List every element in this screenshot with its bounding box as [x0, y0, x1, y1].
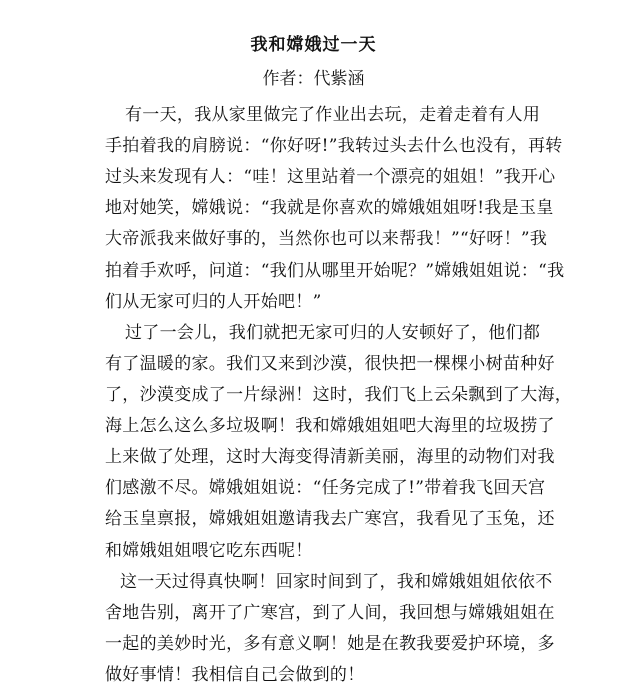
- text-line-6: 拍着手欢呼，问道：“我们从哪里开始呢？”嫦娥姐姐说：“我: [105, 261, 565, 281]
- text-line-19: 做好事情！我相信自己会做到的！: [105, 665, 365, 685]
- text-line-14: 给玉皇禀报，嫦娥姐姐邀请我去广寒宫，我看见了玉兔，还: [105, 509, 555, 529]
- text-line-18: 一起的美妙时光，多有意义啊！她是在教我要爱护环境，多: [105, 634, 555, 654]
- text-line-9: 有了温暖的家。我们又来到沙漠，很快把一棵棵小树苗种好: [105, 354, 555, 374]
- text-line-7: 们从无家可归的人开始吧！”: [105, 292, 322, 312]
- essay-title: 我和嫦娥过一天: [250, 35, 377, 55]
- text-line-11: 海上怎么这么多垃圾啊！我和嫦娥姐姐吧大海里的垃圾捞了: [105, 416, 555, 436]
- text-line-2: 手拍着我的肩膀说：“你好呀!”我转过头去什么也没有，再转: [105, 136, 563, 156]
- text-line-1: 有一天，我从家里做完了作业出去玩，走着走着有人用: [125, 105, 541, 125]
- text-line-13: 们感激不尽。嫦娥姐姐说：“任务完成了!”带着我飞回天宫: [105, 478, 546, 498]
- text-line-8: 过了一会儿，我们就把无家可归的人安顿好了，他们都: [125, 323, 541, 343]
- text-line-3: 过头来发现有人：“哇！这里站着一个漂亮的姐姐！”我开心: [105, 167, 556, 187]
- text-line-17: 舍地告别，离开了广寒宫，到了人间，我回想与嫦娥姐姐在: [105, 603, 555, 623]
- text-line-5: 大帝派我来做好事的，当然你也可以来帮我！”“好呀！”我: [105, 229, 548, 249]
- text-line-15: 和嫦娥姐姐喂它吃东西呢！: [105, 541, 313, 561]
- essay-author: 作者：代紫涵: [262, 69, 365, 89]
- text-line-12: 上来做了处理，这时大海变得清新美丽，海里的动物们对我: [105, 447, 555, 467]
- text-line-16: 这一天过得真快啊！回家时间到了，我和嫦娥姐姐依依不: [120, 572, 553, 592]
- text-line-10: 了，沙漠变成了一片绿洲！这时，我们飞上云朵飘到了大海，: [105, 385, 573, 405]
- text-line-4: 地对她笑，嫦娥说：“我就是你喜欢的嫦娥姐姐呀!我是玉皇: [105, 198, 554, 218]
